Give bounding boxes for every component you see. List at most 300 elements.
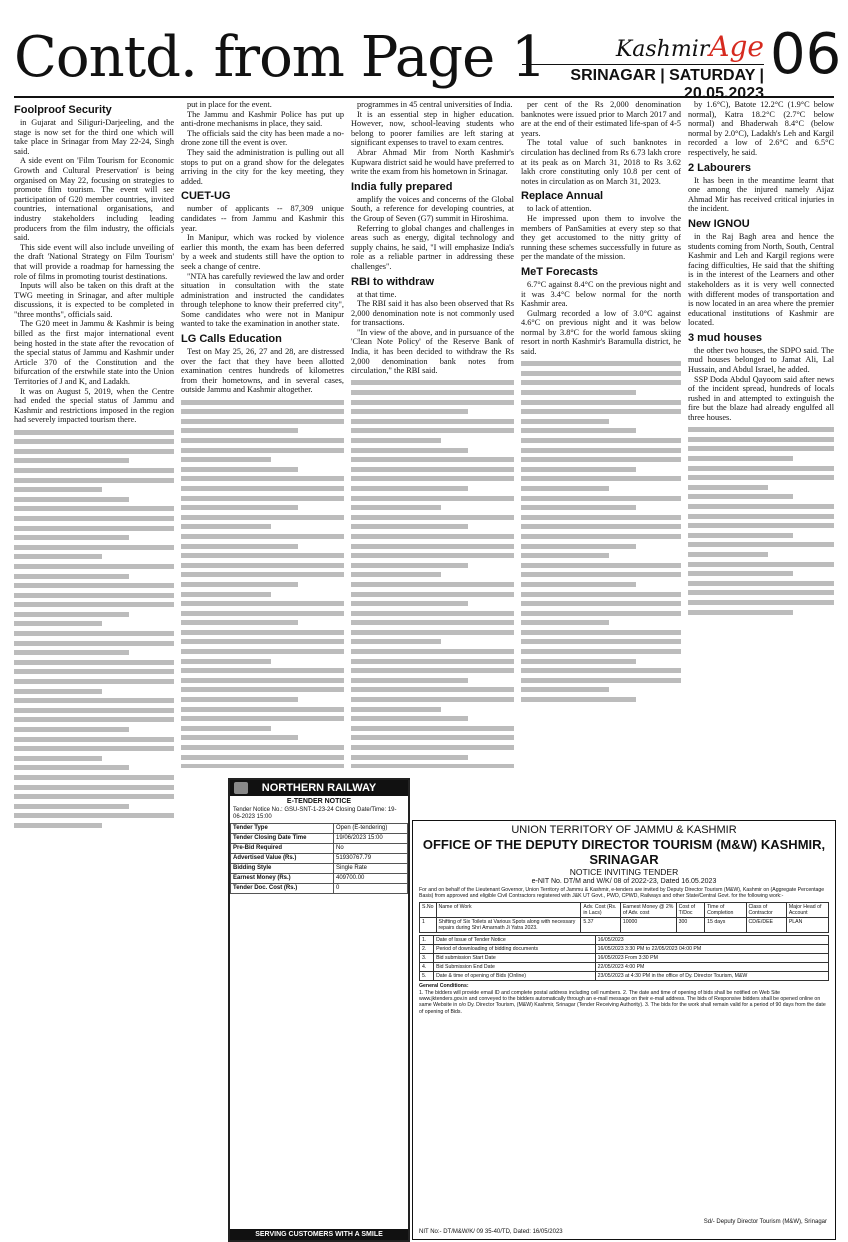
text-line xyxy=(351,735,514,740)
ad-row-label: Tender Type xyxy=(231,824,334,834)
text-line xyxy=(351,726,514,731)
article-paragraph: SSP Doda Abdul Qayoom said after news of the incident spread, hundreds of locals rushed in and attempted to extinguish the fire but the blaze had already engulfed all three houses. xyxy=(688,374,834,423)
text-line xyxy=(688,504,834,509)
article-paragraph: the other two houses, the SDPO said. The mud houses belonged to Jamat Ali, Lal Hussain, and Abdul Israel, he added. xyxy=(688,345,834,375)
text-line xyxy=(521,438,681,443)
text-line xyxy=(181,745,344,750)
article-paragraph: to lack of attention. xyxy=(527,204,592,214)
text-line xyxy=(521,496,681,501)
text-line xyxy=(14,583,174,588)
text-line xyxy=(14,756,102,761)
text-line xyxy=(181,678,344,683)
text-line xyxy=(181,419,344,424)
text-line xyxy=(351,611,514,616)
text-line xyxy=(14,737,174,742)
text-line xyxy=(351,409,468,414)
article-paragraph: "In view of the above, and in pursuance of the 'Clean Note Policy' of the Reserve Bank of India, it has been decided to withdraw the Rs 2,000 denomination bank notes from circulation," the RBI said. xyxy=(351,327,514,376)
text-line xyxy=(521,601,681,606)
text-line xyxy=(351,448,468,453)
article-paragraph: in the Raj Bagh area and hence the students coming from North, South, Central Kashmir and Leh and Kargil regions were facing difficulties, He said that the shifting is in the interest of the Learners and other stakeholders as it is very well connected with different modes of transportation and is now located in an area where the premier educational institutions of Kashmir are located. xyxy=(688,231,834,328)
article-paragraph: It has been in the meantime learnt that one among the injured namely Aijaz Ahmad Mir has received critical injuries in the incident. xyxy=(688,175,834,214)
text-line xyxy=(14,650,129,655)
ad-table xyxy=(230,823,408,894)
text-line xyxy=(688,456,793,461)
ad-footer: SERVING CUSTOMERS WITH A SMILE xyxy=(230,1229,408,1240)
text-line xyxy=(521,544,636,549)
text-line xyxy=(181,659,271,664)
article-paragraph: The total value of such banknotes in circulation has declined from Rs 6.73 lakh crore at its peak as on March 31, 2018 to Rs 3.62 lakh crore constituting only 10.8 per cent of notes in circulation as on March 31, 2023. xyxy=(521,138,681,186)
text-line xyxy=(14,765,129,770)
notice-conditions-title: General Conditions: xyxy=(419,982,469,989)
notice-date-cell: 3. xyxy=(420,953,434,962)
ad-row xyxy=(231,884,408,894)
text-placeholder xyxy=(14,430,174,828)
notice-date-cell: Bid Submission End Date xyxy=(434,962,596,971)
text-line xyxy=(14,545,174,550)
text-line xyxy=(14,506,174,511)
text-line xyxy=(521,697,636,702)
notice-table-header: Earnest Money @ 2% of Adv. cost xyxy=(620,902,676,917)
text-line xyxy=(181,409,344,414)
text-line xyxy=(14,487,102,492)
article-paragraph: This side event will also include unveiling of the draft 'National Strategy on Film Tourism' that will provide a roadmap for harnessing the role of films in promoting tourist destinations. xyxy=(14,242,174,281)
article-paragraph: per cent of the Rs 2,000 denomination banknotes were issued prior to March 2017 and are at the end of their estimated life-span of 4-5 years. xyxy=(521,100,681,138)
text-line xyxy=(351,630,514,635)
notice-date-cell: 23/05/2023 at 4:30 PM in the office of Dy. Director Tourism, M&W xyxy=(595,971,828,980)
text-line xyxy=(181,467,298,472)
ad-row xyxy=(231,864,408,874)
brand-prefix: Kashmir xyxy=(615,37,710,62)
text-line xyxy=(181,649,344,654)
brand-highlight: Age xyxy=(709,30,764,63)
text-line xyxy=(351,457,514,462)
text-line xyxy=(688,446,834,451)
text-line xyxy=(688,533,793,538)
text-line xyxy=(14,535,129,540)
article-column xyxy=(521,100,681,814)
ad-row xyxy=(231,854,408,864)
text-placeholder xyxy=(351,380,514,768)
page-title: Contd. from Page 1 xyxy=(14,25,546,90)
text-line xyxy=(521,592,681,597)
article-paragraph: 6.7°C against 8.4°C on the previous night and it was 3.4°C below normal for the north Kashmir area. xyxy=(521,279,681,309)
text-line xyxy=(181,697,298,702)
text-line xyxy=(351,553,514,558)
text-line xyxy=(521,534,681,539)
notice-date-cell: 22/05/2023 4:00 PM xyxy=(595,962,828,971)
notice-table-header: Major Head of Account xyxy=(786,902,828,917)
article-paragraph: put in place for the event. xyxy=(187,100,272,109)
railway-tender-ad xyxy=(228,778,410,1242)
text-line xyxy=(181,544,298,549)
text-line xyxy=(351,524,468,529)
text-line xyxy=(14,439,174,444)
text-line xyxy=(351,467,514,472)
text-line xyxy=(14,478,174,483)
article-headline: Replace Annual xyxy=(521,190,604,203)
notice-intro: For and on behalf of the Lieutenant Governor, Union Territory of Jammu & Kashmir, e-tenders are invited by Deputy Director Tourism (M&W), Kashmir on (Aggregate Percentage Basis) from approved and eligible Civil Contractors registered with J&K UT Govt., PWD, CPWD, Railways and other State/Central Govt. for the following work:- xyxy=(419,887,825,900)
text-line xyxy=(181,630,344,635)
text-line xyxy=(351,620,514,625)
text-line xyxy=(14,698,174,703)
ad-row-label: Tender Closing Date Time xyxy=(231,834,334,844)
article-headline: LG Calls Education xyxy=(181,333,282,346)
text-line xyxy=(688,466,834,471)
text-line xyxy=(181,524,271,529)
article-paragraph: at that time. xyxy=(357,289,397,299)
text-line xyxy=(181,496,344,501)
text-line xyxy=(351,544,514,549)
text-line xyxy=(351,476,514,481)
text-line xyxy=(14,554,102,559)
notice-date-row xyxy=(420,971,829,980)
article-column xyxy=(351,100,514,768)
notice-ref: e-NIT No. DT/M and W/K/ 08 of 2022-23, Dated 16.05.2023 xyxy=(531,878,717,885)
article-paragraph: The RBI said it has also been observed that Rs 2,000 denomination note is not commonly used for transactions. xyxy=(351,299,514,328)
article-paragraph: The G20 meet in Jammu & Kashmir is being billed as the first major international event being hosted in the state after the revocation of the special status of Jammu and Kashmir under Article 370 of the Constitution and the bifurcation of the erstwhile state into the Union Territories of J and K, and Ladakh. xyxy=(14,319,174,387)
text-line xyxy=(181,620,298,625)
notice-table-header: Name of Work xyxy=(436,902,581,917)
text-line xyxy=(14,602,174,607)
text-line xyxy=(351,678,468,683)
text-line xyxy=(351,496,514,501)
article-headline: CUET-UG xyxy=(181,190,231,203)
notice-date-row xyxy=(420,953,829,962)
text-line xyxy=(351,572,441,577)
text-line xyxy=(688,552,768,557)
text-line xyxy=(521,457,681,462)
text-line xyxy=(181,505,298,510)
notice-work-table xyxy=(419,902,829,933)
text-line xyxy=(521,630,681,635)
text-line xyxy=(181,448,344,453)
text-line xyxy=(14,823,102,828)
text-line xyxy=(521,428,636,433)
text-line xyxy=(14,468,174,473)
text-line xyxy=(521,486,609,491)
ad-row-value: 0 xyxy=(334,884,408,894)
text-line xyxy=(14,631,174,636)
text-line xyxy=(351,486,468,491)
text-line xyxy=(351,707,441,712)
notice-table-header: Class of Contractor xyxy=(746,902,786,917)
ad-row-label: Tender Doc. Cost (Rs.) xyxy=(231,884,334,894)
text-line xyxy=(351,764,514,768)
text-line xyxy=(14,775,174,780)
text-line xyxy=(688,542,834,547)
text-line xyxy=(14,516,174,521)
text-line xyxy=(181,707,344,712)
article-paragraph: Test on May 25, 26, 27 and 28, are distressed over the fact that they have been allotted examination centres hundreds of kilometres from their hometowns, and in several cases, outside Jammu and Kashmir altogether. xyxy=(181,347,344,395)
notice-date-cell: 5. xyxy=(420,971,434,980)
article-headline: Foolproof Security xyxy=(14,104,112,116)
text-line xyxy=(351,639,441,644)
text-line xyxy=(181,582,298,587)
text-line xyxy=(521,476,681,481)
notice-footer-ref: NIT No:- DT/M&W/K/ 09 35-40/TD, Dated: 16/05/2023 xyxy=(419,1228,563,1235)
text-line xyxy=(181,486,344,491)
ad-subheader: E-TENDER NOTICE xyxy=(286,798,352,805)
dateline: SRINAGAR | SATURDAY | 20.05.2023 xyxy=(522,64,764,89)
notice-date-row xyxy=(420,944,829,953)
notice-dates-table xyxy=(419,935,829,981)
notice-date-cell: Date of Issue of Tender Notice xyxy=(434,935,596,944)
text-line xyxy=(351,649,514,654)
text-line xyxy=(351,745,514,750)
ad-row-label: Earnest Money (Rs.) xyxy=(231,874,334,884)
text-line xyxy=(181,735,298,740)
notice-date-cell: Period of downloading of bidding documents xyxy=(434,944,596,953)
notice-date-cell: 1. xyxy=(420,935,434,944)
ad-header: NORTHERN RAILWAY xyxy=(230,780,408,796)
text-line xyxy=(688,485,768,490)
text-line xyxy=(181,400,344,405)
masthead-rule xyxy=(14,96,834,98)
text-line xyxy=(351,668,514,673)
text-line xyxy=(181,553,344,558)
text-line xyxy=(688,562,834,567)
text-line xyxy=(521,563,681,568)
text-line xyxy=(181,601,344,606)
article-paragraph: The officials said the city has been made a no-drone zone till the event is over. xyxy=(181,128,344,148)
text-line xyxy=(181,476,344,481)
text-line xyxy=(521,505,636,510)
text-line xyxy=(181,534,344,539)
text-line xyxy=(351,582,514,587)
notice-date-row xyxy=(420,935,829,944)
text-line xyxy=(14,497,129,502)
notice-office: OFFICE OF THE DEPUTY DIRECTOR TOURISM (M&W) KASHMIR, SRINAGAR xyxy=(422,837,826,867)
text-line xyxy=(688,590,834,595)
article-paragraph: by 1.6°C), Batote 12.2°C (1.9°C below normal), Katra 18.2°C (2.7°C below normal) and Bhaderwah 8.4°C (below normal by 2.0°C), Ladakh's Leh and Kargil recorded a low of 2.6°C and 6.5°C respectively, he said. xyxy=(688,100,834,157)
text-line xyxy=(181,457,271,462)
ad-row-value: Single Rate xyxy=(334,864,408,874)
text-placeholder xyxy=(181,400,344,768)
text-line xyxy=(14,526,174,531)
text-line xyxy=(181,687,344,692)
notice-title: NOTICE INVITING TENDER xyxy=(569,867,679,877)
notice-signature: Sd/- Deputy Director Tourism (M&W), Srinagar xyxy=(703,1218,827,1225)
article-paragraph: in Gujarat and Siliguri-Darjeeling, and the stage is now set for the third one which will take place in Srinagar from May 22-24, Singh said. xyxy=(14,118,174,156)
text-line xyxy=(521,448,681,453)
text-line xyxy=(688,523,834,528)
text-line xyxy=(351,515,514,520)
text-line xyxy=(351,505,441,510)
text-line xyxy=(181,639,344,644)
notice-conditions: 1. The bidders will provide email ID and complete postal address including cell numbers. 2. The date and time of opening of bids shall be notified on Web Site www.jktenders.gov.in and conveyed to the bidders automatically through an e-mail message on their e-mail address. The bids of Responsive bidders shall be opened online on same Website in o/o Dy. Director Tourism, (M&W) Kashmir, Srinagar (Tender Receiving Authority). 3. The bids for the work shall remain valid for a period of 90 days from the date of opening of Bids. xyxy=(419,989,826,1015)
text-line xyxy=(521,639,681,644)
text-line xyxy=(521,553,609,558)
text-line xyxy=(521,659,636,664)
text-line xyxy=(351,716,468,721)
masthead xyxy=(14,8,842,102)
article-paragraph: Abrar Ahmad Mir from North Kashmir's Kupwara district said he would have preferred to write the exam from his hometown in Srinagar. xyxy=(351,147,514,177)
text-line xyxy=(181,438,344,443)
text-line xyxy=(521,400,681,405)
text-line xyxy=(688,514,834,519)
text-line xyxy=(351,390,514,395)
text-line xyxy=(351,380,514,385)
text-line xyxy=(14,458,129,463)
text-line xyxy=(351,697,514,702)
article-paragraph: In Manipur, which was rocked by violence earlier this month, the exam has been deferred by a week and students still have the option to seek a change of centre. xyxy=(181,233,344,271)
article-paragraph: "NTA has carefully reviewed the law and order situation in consultation with the state administration and instructed the candidates through telephone to know their preferred city", Some candidates who were not in Manipur wanted to take the examination in another state. xyxy=(181,271,344,329)
notice-table-cell: CD/E/DEE xyxy=(746,917,786,932)
text-line xyxy=(521,678,681,683)
notice-table-cell: 1 xyxy=(420,917,437,932)
article-paragraph: A side event on 'Film Tourism for Economic Growth and Cultural Preservation' is being organised on May 22, focusing on strategies to promote film tourism. The event will see participation of G20 member countries, invited countries, international organisations, and industry stakeholders including leading producers from the film industry, the officials said. xyxy=(14,156,174,243)
text-line xyxy=(521,582,636,587)
notice-date-cell: 4. xyxy=(420,962,434,971)
article-paragraph: It is an essential step in higher education. However, now, school-leaving students who belong to poorer families are left staring at significant expenses to travel to exam centres. xyxy=(351,109,514,148)
text-line xyxy=(688,494,793,499)
notice-date-cell: Bid submission Start Date xyxy=(434,953,596,962)
text-line xyxy=(14,564,174,569)
text-line xyxy=(181,563,344,568)
ad-row-label: Advertised Value (Rs.) xyxy=(231,854,334,864)
railway-logo-icon xyxy=(234,782,248,794)
tourism-tender-notice xyxy=(412,820,836,1240)
text-line xyxy=(688,475,834,480)
ad-row-value: 19/06/2023 15:00 xyxy=(334,834,408,844)
text-line xyxy=(351,755,468,760)
notice-table-cell: 10000 xyxy=(620,917,676,932)
ad-row-label: Bidding Style xyxy=(231,864,334,874)
article-paragraph: The Jammu and Kashmir Police has put up anti-drone mechanisms in place, they said. xyxy=(181,109,344,129)
notice-date-cell: 16/05/2023 3:30 PM to 22/05/2023 04:00 PM xyxy=(595,944,828,953)
text-line xyxy=(688,610,793,615)
text-line xyxy=(181,726,271,731)
text-line xyxy=(14,612,129,617)
text-line xyxy=(521,419,609,424)
text-line xyxy=(14,574,129,579)
text-line xyxy=(688,437,834,442)
notice-date-cell: 2. xyxy=(420,944,434,953)
text-line xyxy=(351,428,514,433)
article-paragraph: Inputs will also be taken on this draft at the TWG meeting in Srinagar, and after multiple discussions, it is expected to be completed in "three months", officials said. xyxy=(14,281,174,319)
text-line xyxy=(351,592,514,597)
text-placeholder xyxy=(521,361,681,702)
text-line xyxy=(351,659,514,664)
text-line xyxy=(181,716,344,721)
ad-row-value: 51930767.79 xyxy=(334,854,408,864)
ad-row xyxy=(231,874,408,884)
text-line xyxy=(14,717,174,722)
ad-row-value: 409700.00 xyxy=(334,874,408,884)
text-line xyxy=(351,419,514,424)
text-line xyxy=(181,572,344,577)
text-line xyxy=(14,794,174,799)
text-line xyxy=(351,438,441,443)
text-line xyxy=(14,813,174,818)
article-headline: RBI to withdraw xyxy=(351,275,435,288)
text-line xyxy=(14,689,102,694)
notice-table-cell: 300 xyxy=(676,917,705,932)
notice-table-header: Adv. Cost (Rs. in Lacs) xyxy=(581,902,620,917)
article-column xyxy=(14,100,174,1232)
text-line xyxy=(521,409,681,414)
text-line xyxy=(14,449,174,454)
text-line xyxy=(521,390,636,395)
text-line xyxy=(521,515,681,520)
ad-row-value: Open (E-tendering) xyxy=(334,824,408,834)
text-line xyxy=(521,687,609,692)
text-line xyxy=(688,571,793,576)
ad-row xyxy=(231,844,408,854)
article-paragraph: programmes in 45 central universities of India. xyxy=(357,100,513,109)
notice-date-cell: Date & time of opening of Bids (Online) xyxy=(434,971,596,980)
text-line xyxy=(14,708,174,713)
text-line xyxy=(521,649,681,654)
notice-table-header: S.No xyxy=(420,902,437,917)
text-line xyxy=(14,746,174,751)
text-line xyxy=(521,467,636,472)
text-line xyxy=(351,563,468,568)
notice-date-row xyxy=(420,962,829,971)
notice-table-header: Cost of T/Doc xyxy=(676,902,705,917)
ad-row-label: Pre-Bid Required xyxy=(231,844,334,854)
article-headline: India fully prepared xyxy=(351,180,453,193)
notice-table-cell: 15 days xyxy=(705,917,746,932)
text-line xyxy=(521,611,681,616)
text-line xyxy=(181,428,298,433)
text-line xyxy=(351,687,514,692)
ad-row-value: No xyxy=(334,844,408,854)
article-headline: MeT Forecasts xyxy=(521,265,599,278)
notice-date-cell: 16/05/2023 From 3:30 PM xyxy=(595,953,828,962)
text-line xyxy=(181,515,344,520)
article-paragraph: Gulmarg recorded a low of 3.0°C against 4.6°C on previous night and it was below normal by 3.8°C for the world famous skiing resort in north Kashmir's Baramulla district, he said. xyxy=(521,308,681,357)
article-paragraph: It was on August 5, 2019, when the Centre had ended the special status of Jammu and Kashmir and restrictions imposed in the region had severely impacted tourism there. xyxy=(14,386,174,425)
text-line xyxy=(14,727,129,732)
text-line xyxy=(14,679,174,684)
text-line xyxy=(14,785,174,790)
article-headline: 3 mud houses xyxy=(688,331,762,344)
text-line xyxy=(14,641,174,646)
article-column xyxy=(688,100,834,814)
text-line xyxy=(14,593,174,598)
notice-table-cell: 5.37 xyxy=(581,917,620,932)
notice-table-cell: PLAN xyxy=(786,917,828,932)
article-column xyxy=(181,100,344,768)
text-line xyxy=(14,621,102,626)
text-line xyxy=(181,764,344,768)
article-paragraph: He impressed upon them to involve the members of PanSamities at every step so that they get accustomed to the nitty gritty of running these schemes successfully in future as per the mandate of the mission. xyxy=(521,213,681,262)
text-line xyxy=(14,669,174,674)
page-number: 06 xyxy=(770,22,842,87)
article-paragraph: They said the administration is pulling out all stops to put on a grand show for the delegates arriving in the city for the key meeting, they added. xyxy=(181,147,344,186)
text-line xyxy=(688,581,834,586)
text-line xyxy=(521,572,681,577)
text-line xyxy=(181,611,344,616)
text-line xyxy=(688,427,834,432)
text-line xyxy=(521,524,681,529)
text-line xyxy=(351,601,468,606)
text-line xyxy=(521,371,681,376)
notice-org: UNION TERRITORY OF JAMMU & KASHMIR xyxy=(511,824,737,836)
ad-row xyxy=(231,824,408,834)
text-line xyxy=(14,430,174,435)
ad-intro: Tender Notice No.: GSU-SNT-1-23-24 Closing Date/Time: 19-06-2023 15:00 xyxy=(233,807,397,820)
article-paragraph: amplify the voices and concerns of the Global South, a reference for developing countries, at the Group of Seven (G7) summit in Hiroshima. xyxy=(351,194,514,223)
text-line xyxy=(181,755,344,760)
text-line xyxy=(521,668,681,673)
article-paragraph: number of applicants -- 87,309 unique candidates -- from Jammu and Kashmir this year. xyxy=(181,204,344,233)
text-line xyxy=(181,668,344,673)
ad-row xyxy=(231,834,408,844)
article-headline: New IGNOU xyxy=(688,217,750,230)
text-line xyxy=(351,400,514,405)
